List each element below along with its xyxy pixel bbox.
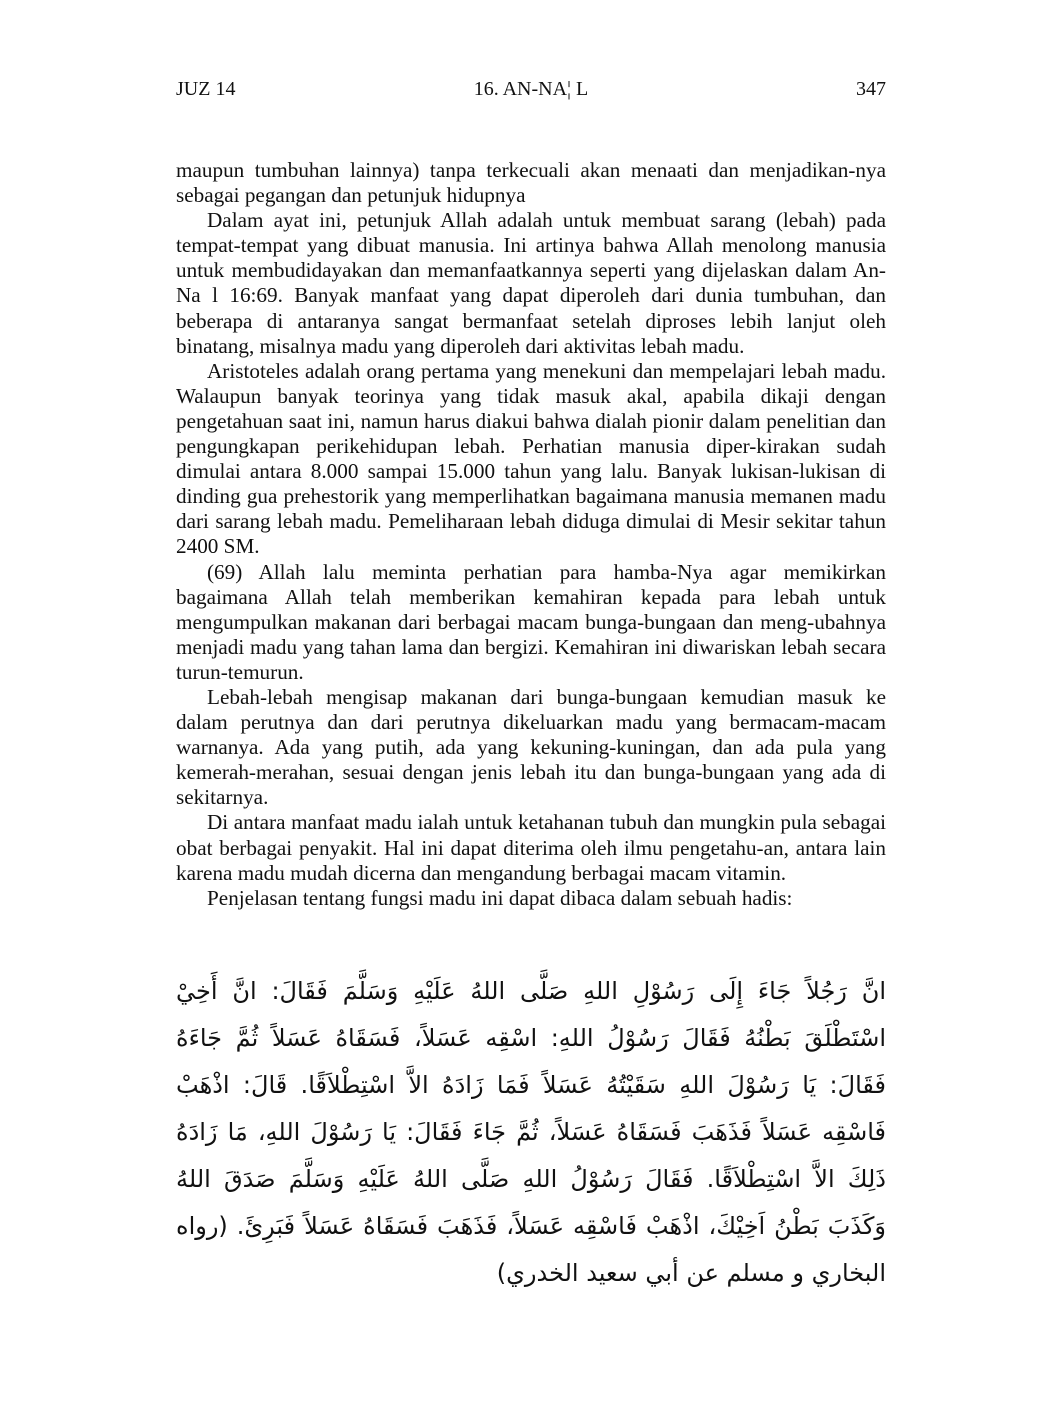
paragraph: Dalam ayat ini, petunjuk Allah adalah untuk membuat sarang (lebah) pada tempat-tempat yang dibuat manusia. Ini artinya bahwa Allah menolong manusia untuk membudidayakan dan memanfaatkannya seperti yang dijelaskan dalam An-Na l 16:69. Banyak manfaat yang dapat diperoleh dari dunia tumbuhan, dan beberapa di antaranya sangat bermanfaat setelah diproses lebih lanjut oleh binatang, misalnya madu yang diperoleh dari aktivitas lebah madu. xyxy=(176,208,886,358)
paragraph: (69) Allah lalu meminta perhatian para hamba-Nya agar memikirkan bagaimana Allah telah memberikan kemahiran kepada para lebah untuk mengumpulkan makanan dari berbagai macam bunga-bungaan dan meng-ubahnya menjadi madu yang tahan lama dan bergizi. Kemahiran ini diwariskan lebah secara turun-temurun. xyxy=(176,559,886,684)
surah-title: 16. AN-NA¦ L xyxy=(473,78,589,100)
paragraph: Lebah-lebah mengisap makanan dari bunga-bungaan kemudian masuk ke dalam perutnya dan dari perutnya dikeluarkan madu yang bermacam-macam warnanya. Ada yang putih, ada yang kekuning-kuningan, dan ada pula yang kemerah-merahan, sesuai dengan jenis lebah itu dan bunga-bungaan yang ada di sekitarnya. xyxy=(176,684,886,810)
page-number: 347 xyxy=(856,78,886,100)
page-header xyxy=(176,74,886,104)
juz-label: JUZ 14 xyxy=(176,78,236,100)
paragraph: Penjelasan tentang fungsi madu ini dapat dibaca dalam sebuah hadis: xyxy=(207,885,793,910)
paragraph: Aristoteles adalah orang pertama yang menekuni dan mempelajari lebah madu. Walaupun banyak teorinya yang tidak masuk akal, apabila dikaji dengan pengetahuan saat ini, namun harus diakui bahwa dialah pionir dalam penelitian dan pengungkapan perikehidupan lebah. Perhatian manusia diper-kirakan sudah dimulai antara 8.000 sampai 15.000 tahun yang lalu. Banyak lukisan-lukisan di dinding gua prehestorik yang memperlihatkan bagaimana manusia memanen madu dari sarang lebah madu. Pemeliharaan lebah diduga dimulai di Mesir sekitar tahun 2400 SM. xyxy=(176,358,886,559)
body-text xyxy=(176,158,886,911)
paragraph-continuation: maupun tumbuhan lainnya) tanpa terkecuali akan menaati dan menjadikan-nya sebagai pegangan dan petunjuk hidupnya xyxy=(176,158,886,208)
hadith-arabic-text: انَّ رَجُلاً جَاءَ إِلَى رَسُوْلِ اللهِ صَلَّى اللهُ عَلَيْهِ وَسَلَّمَ فَقَالَ: انَّ أَخِيْ اسْتَطْلَقَ بَطْنُهُ فَقَالَ رَسُوْلُ اللهِ: اسْقِه عَسَلاً، فَسَقَاهُ عَسَلاً ثُمَّ جَاءَهُ فَقَالَ: يَا رَسُوْلَ اللهِ سَقَيْتُهُ عَسَلاً فَمَا زَادَهُ الاَّ اسْتِطْلاَقًا. قَالَ: اذْهَبْ فَاسْقِه عَسَلاً فَذَهَبَ فَسَقَاهُ عَسَلاً، ثُمَّ جَاءَ فَقَالَ: يَا رَسُوْلَ اللهِ، مَا زَادَهُ ذَلِكَ الاَّ اسْتِطْلاَقًا. فَقَالَ رَسُوْلُ اللهِ صَلَّى اللهُ عَلَيْهِ وَسَلَّمَ صَدَقَ اللهُ وَكَذَبَ بَطْنُ اَخِيْكَ، اذْهَبْ فَاسْقِه عَسَلاً، فَذَهَبَ فَسَقَاهُ عَسَلاً فَبَرِئَ. (رواه البخاري و مسلم عن أبي سعيد الخدري) xyxy=(176,977,886,1287)
paragraph: Di antara manfaat madu ialah untuk ketahanan tubuh dan mungkin pula sebagai obat berbagai penyakit. Hal ini dapat diterima oleh ilmu pengetahu-an, antara lain karena madu mudah dicerna dan mengandung berbagai macam vitamin. xyxy=(176,810,886,885)
